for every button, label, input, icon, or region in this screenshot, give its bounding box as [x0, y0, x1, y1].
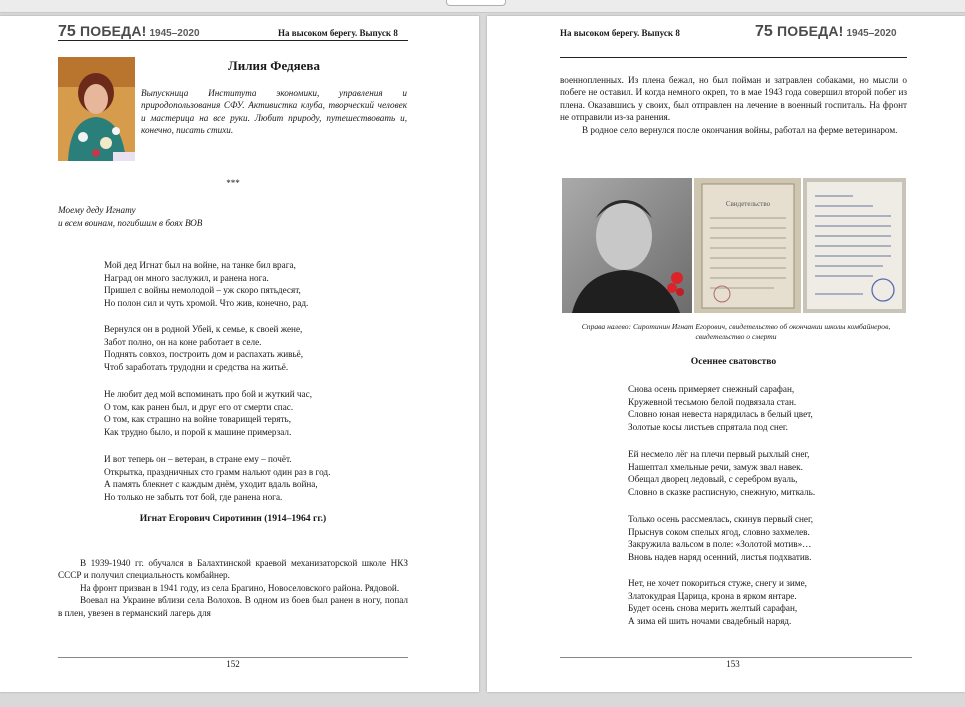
poem-line: Наград он много заслужил, и ранена нога. [104, 272, 269, 283]
poem-title: Осеннее сватовство [690, 356, 777, 367]
logo-years: 1945–2020 [846, 28, 897, 39]
poem-line: Златокудрая Царица, крона в ярком янтаре. [628, 590, 797, 601]
biography-text [58, 557, 408, 619]
biography-title: Игнат Егорович Сиротинин (1914–1964 гг.) [139, 513, 327, 524]
dedication-line: и всем воинам, погибшим в боях ВОВ [58, 217, 203, 228]
autumn-stanza-1 [628, 383, 813, 433]
poem-line: Кружевной тесьмою белой подвязала стан. [628, 396, 797, 407]
poem-line: Вернулся он в родной Убей, к семье, к своей жене, [104, 324, 303, 334]
poem-line: Пришел с войны немолодой – уж скоро пятьдесят, [104, 285, 301, 296]
viewer-toolbar [0, 0, 965, 13]
poem-line: Нет, не хочет покориться стуже, снегу и зиме, [628, 578, 807, 588]
poem-line: О том, как страшно на войне товарищей терять, [104, 414, 292, 425]
poem-line: Будет осень снова мерить желтый сарафан, [628, 603, 798, 614]
biography-continuation [560, 74, 907, 136]
poem-stanza-3 [104, 388, 312, 438]
svg-text:Свидетельство: Свидетельство [725, 200, 771, 208]
svg-text:75: 75 [755, 23, 773, 38]
footer-rule [58, 657, 408, 658]
poem-line: А память блекнет с каждым днём, уходит вдаль война, [104, 479, 318, 490]
poem-line: Закружила вальсом в поле: «Золотой мотив»… [628, 539, 812, 550]
poem-stanza-4 [104, 453, 330, 503]
autumn-stanza-3 [628, 513, 813, 563]
poem-line: Не любит дед мой вспоминать про бой и жуткий час, [104, 389, 312, 399]
portrait-photo [562, 178, 692, 313]
author-bio: Выпускница Института экономики, управления и природопользования СФУ. Активистка клуба, творческий человек и мастерица на все руки. Любит природу, путешествовать и, конечно, писать стихи. [141, 88, 407, 135]
page-number: 152 [226, 659, 240, 669]
bio-paragraph: В родное село вернулся после окончания войны, работал на ферме ветеринаром. [582, 124, 898, 135]
poem-line: Забот полно, он на коне работает в селе. [104, 336, 262, 347]
logo-word: ПОБЕДА! [80, 23, 147, 39]
poem-line: Словно юная невеста нарядилась в белый цвет, [628, 409, 813, 420]
poem-line: Ей несмело лёг на плечи первый рыхлый снег, [628, 449, 810, 459]
running-header: На высоком берегу. Выпуск 8 [560, 28, 680, 38]
poem-line: Вновь надев наряд осенний, листья подхватив. [628, 551, 812, 562]
bio-paragraph: В 1939-1940 гг. обучался в Балахтинской краевой механизаторской школе НКЗ СССР и получил специальность комбайнер. [58, 558, 408, 581]
author-name: Лилия Федяева [228, 58, 320, 73]
logo-years: 1945–2020 [149, 28, 200, 39]
poem-line: Чтоб заработать трудодни и средства на житьё. [104, 361, 289, 372]
toolbar-tab[interactable] [446, 0, 506, 6]
poem-stanza-1 [104, 259, 308, 309]
poem-line: А зима ей шить ночами свадебный наряд. [628, 615, 792, 626]
poem-line: Как трудно было, и порой к машине примерзал. [104, 426, 292, 437]
bio-paragraph: Воевал на Украине вблизи села Волохов. В одном из боев был ранен в ногу, попал в плен, увезен в германский лагерь для [58, 595, 408, 618]
poem-line: Только осень рассмеялась, скинув первый снег, [628, 514, 814, 524]
poem-line: Прыснув соком спелых ягод, словно захмелев. [628, 526, 810, 537]
poem-line: Поднять совхоз, построить дом и распахать живьё, [104, 349, 304, 360]
bio-paragraph: военнопленных. Из плена бежал, но был пойман и затравлен собаками, но мысли о побеге не оставил. И когда немного окреп, то в мае 1943 года совершил второй побег из плена. Оказавшись у своих, был отправлен на лечение в военный госпиталь. На фронт не отправили из-за ранения. [560, 75, 907, 123]
bio-paragraph: На фронт призван в 1941 году, из села Брагино, Новоселовского района. Рядовой. [80, 582, 400, 593]
photo-caption: Справа налево: Сиротинин Игнат Егорович, свидетельство об окончании школы комбайнеров, свидетельство о смерти [581, 322, 891, 342]
graduation-certificate-photo [694, 178, 801, 313]
poem-line: Обещал дворец ледовый, с серебром вуаль, [628, 474, 798, 485]
poem-line: Но полон сил и чуть хромой. Что жив, конечно, рад. [104, 297, 309, 308]
dedication-line: Моему деду Игнату [58, 205, 136, 215]
header-rule [560, 57, 907, 58]
autumn-stanza-4 [628, 577, 807, 627]
svg-text:75: 75 [58, 23, 76, 38]
poem-line: Снова осень примеряет снежный сарафан, [628, 384, 795, 394]
section-separator: *** [226, 178, 240, 188]
poem-line: Открытка, праздничных сто грамм нальют один раз в год. [104, 466, 331, 477]
poem-line: Золотые косы листьев спрятала под снег. [628, 421, 788, 432]
poem-line: Словно в сказке расписную, снежную, миткаль. [628, 486, 816, 497]
poem-line: Но только не забыть тот бой, где ранена нога. [104, 491, 283, 502]
page-number: 153 [726, 659, 740, 669]
seventy-five-logo-icon [58, 22, 78, 38]
victory-logo [755, 20, 897, 39]
author-photo [58, 57, 135, 161]
poem-line: О том, как ранен был, и друг его от смерти спас. [104, 401, 294, 412]
poem-stanza-2 [104, 323, 303, 373]
poem-line: Нашептал хмельные речи, замуж звал навек. [628, 461, 803, 472]
dedication [58, 204, 202, 229]
victory-logo [58, 20, 200, 39]
poem-line: Мой дед Игнат был на войне, на танке бил врага, [104, 260, 296, 270]
seventy-five-logo-icon [755, 22, 775, 38]
logo-word: ПОБЕДА! [777, 23, 844, 39]
footer-rule [560, 657, 912, 658]
running-header: На высоком берегу. Выпуск 8 [278, 28, 398, 38]
header-rule [58, 40, 408, 41]
death-certificate-photo [803, 178, 906, 313]
poem-line: И вот теперь он – ветеран, в стране ему – почёт. [104, 454, 292, 464]
autumn-stanza-2 [628, 448, 815, 498]
